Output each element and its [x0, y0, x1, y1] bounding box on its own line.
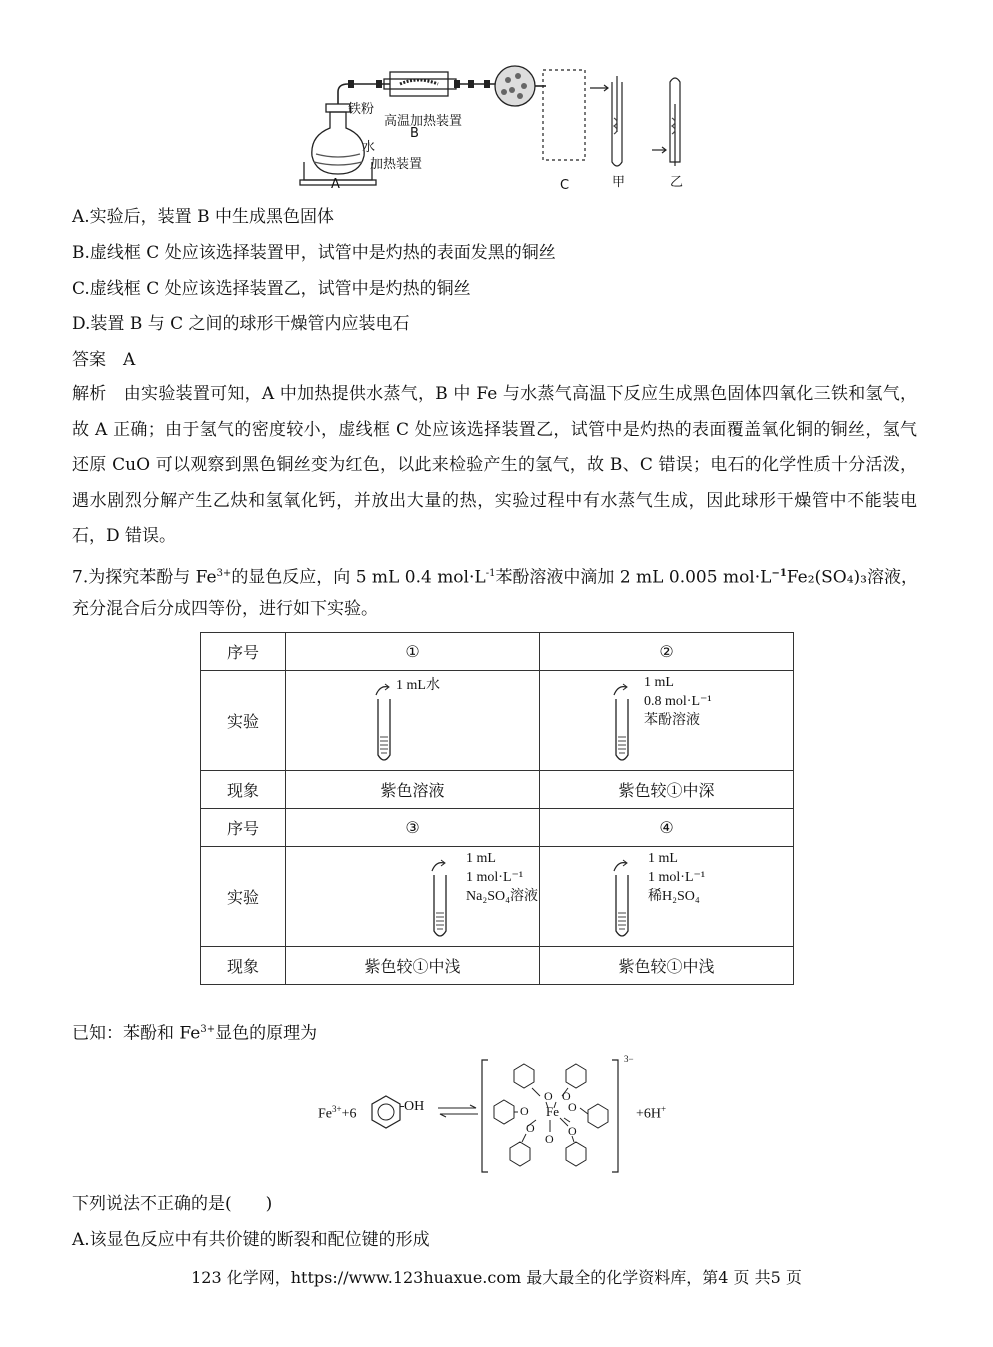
table-row [201, 671, 794, 771]
option-q6-b: B.虚线框 C 处应该选择装置甲，试管中是灼热的表面发黑的铜丝 [72, 243, 556, 263]
cell-exp4 [540, 847, 794, 947]
label-iron: 铁粉 [348, 102, 375, 117]
complex-o-1: O [544, 1089, 553, 1103]
tube-jia [590, 76, 622, 166]
tube-yi [652, 78, 680, 166]
question-prompt: 下列说法不正确的是( ) [72, 1194, 273, 1214]
label-heater-b: 高温加热装置 [384, 114, 463, 129]
cell-exp3 [286, 847, 540, 947]
table-row [201, 771, 794, 809]
cell-phen-header: 现象 [201, 771, 286, 809]
dashed-box-c [543, 70, 585, 160]
q7-stem: 7.为探究苯酚与 $Fe^{3+}$的显色反应，向 5 mL 0.4 $mol\cdot L^{-1}$苯酚溶液中滴加 2 mL 0.005 $mol\cdot L^{-1}Fe_2(SO_4)_3$溶液， [72, 567, 918, 588]
reactant-oh: OH [400, 1099, 424, 1115]
option-q6-c: C.虚线框 C 处应该选择装置乙，试管中是灼热的铜丝 [72, 279, 471, 299]
q7-stem-line2: 充分混合后分成四等份，进行如下实验。 [72, 599, 378, 619]
test-tube-icon [610, 853, 650, 943]
complex-o-7: O [568, 1124, 577, 1138]
equilibrium-arrow-icon [436, 1104, 480, 1118]
analysis: 解析 由实验装置可知，A 中加热提供水蒸气，B 中 Fe 与水蒸气高温下反应生成黑色固体四氧化三铁和氢气，故 A 正确；由于氢气的密度较小，虚线框 C 处应该选择装置乙，试管中是灼热的表面覆盖氧化铜的铜丝，氢气还原 CuO 可以观察到黑色铜丝变为红色，以此来检验产生的氢气，故 B、C 错误；电石的化学性质十分活泼，遇水剧烈分解产生乙炔和氢氧化钙，并放出大量的热，实验过程中有水蒸气生成，因此球形干燥管中不能装电石，D 错误。 [72, 384, 917, 546]
label-a: A [331, 177, 340, 192]
page-footer: 123 化学网，https://www.123huaxue.com 最大最全的化学资料库，第4 页 共5 页 [191, 1268, 802, 1287]
option-q6-d: D.装置 B 与 C 之间的球形干燥管内应装电石 [72, 314, 410, 334]
label-b: B [410, 126, 419, 141]
complex-o-2: O [562, 1089, 571, 1103]
cell-n4: ④ [540, 809, 794, 847]
table-row [201, 847, 794, 947]
exp1-text: 1 mL水 [396, 678, 440, 693]
complex-o-4: O [568, 1100, 577, 1114]
label-heater-a: 加热装置 [370, 157, 423, 172]
label-yi: 乙 [670, 175, 684, 190]
complex-o-6: O [545, 1132, 554, 1146]
complex-charge: 3− [624, 1054, 634, 1064]
label-jia: 甲 [612, 175, 626, 190]
cell-p2: 紫色较①中深 [540, 771, 794, 809]
complex-center-fe: Fe [546, 1104, 559, 1119]
exp4-text: 1 mL 1 mol·L⁻¹ 稀H₂SO₄ [648, 851, 706, 904]
exp3-text: 1 mL 1 mol·L⁻¹ Na₂SO₄溶液 [466, 851, 538, 904]
furnace-b [384, 72, 456, 96]
complex-o-5: O [526, 1121, 535, 1135]
cell-exp1 [286, 671, 540, 771]
apparatus-figure [290, 62, 710, 197]
cell-exp-header-2: 实验 [201, 847, 286, 947]
label-c: C [560, 178, 570, 193]
cell-n3: ③ [286, 809, 540, 847]
reactant-fe: $Fe^{3+}+6$ [318, 1104, 357, 1122]
cell-p1: 紫色溶液 [286, 771, 540, 809]
label-water: 水 [362, 140, 376, 155]
cell-no-header: 序号 [201, 633, 286, 671]
option-q6-a: A.实验后，装置 B 中生成黑色固体 [72, 207, 334, 227]
cell-phen-header-2: 现象 [201, 947, 286, 985]
complex-o-3: O [520, 1104, 529, 1118]
known-principle: 已知：苯酚和 $Fe^{3+}$显色的原理为 [72, 1023, 318, 1044]
table-row [201, 809, 794, 847]
cell-n1: ① [286, 633, 540, 671]
cell-no-header-2: 序号 [201, 809, 286, 847]
cell-p4: 紫色较①中浅 [540, 947, 794, 985]
exp2-text: 1 mL 0.8 mol·L⁻¹ 苯酚溶液 [644, 675, 712, 728]
test-tube-icon [428, 853, 468, 943]
cell-exp-header: 实验 [201, 671, 286, 771]
cell-exp2 [540, 671, 794, 771]
option-a: A.该显色反应中有共价键的断裂和配位键的形成 [72, 1230, 430, 1250]
table-row [201, 633, 794, 671]
cell-n2: ② [540, 633, 794, 671]
drying-tube [495, 66, 546, 106]
product-h: +6H+ [636, 1104, 667, 1122]
table-row [201, 947, 794, 985]
answer: 答案 A [72, 350, 136, 370]
cell-p3: 紫色较①中浅 [286, 947, 540, 985]
experiment-table [200, 632, 794, 985]
